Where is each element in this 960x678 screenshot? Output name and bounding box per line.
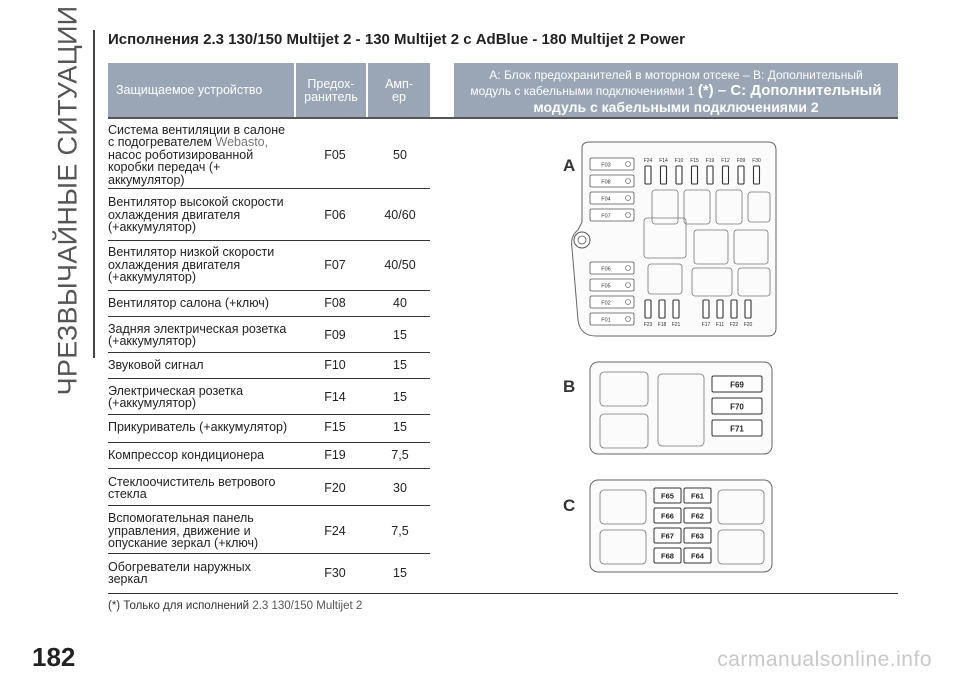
fuse-label: F69: [730, 380, 744, 390]
header-fuse: [296, 63, 366, 118]
row-fuse: F09: [324, 327, 346, 342]
fuse-label: F04: [601, 196, 611, 203]
fuse-label: F66: [661, 511, 674, 521]
table-row: [108, 122, 430, 187]
row-separator: [108, 553, 430, 554]
footnote: [108, 600, 362, 612]
row-fuse: F24: [324, 523, 346, 538]
fuse-slot: [645, 300, 651, 318]
fuse-label: F20: [743, 322, 753, 328]
table-row: [108, 358, 430, 372]
fuse-f68: [654, 548, 681, 563]
row-device-text: Вентилятор низкой скорости охлаждения двигателя (+аккумулятор): [108, 245, 275, 285]
row-amp: 15: [393, 389, 407, 404]
table-row: [108, 246, 430, 284]
table-row: [108, 420, 430, 434]
row-amp: 15: [393, 327, 407, 342]
fuse-label: F11: [715, 322, 725, 328]
fuse-label: F65: [661, 491, 674, 501]
header-location-line2a: модуль с кабельными подключениями 1: [470, 83, 695, 98]
fuse-f70: [712, 398, 762, 414]
header-amp: [368, 63, 430, 118]
fuse-label: F12: [721, 158, 730, 164]
fuse-f63: [684, 528, 711, 543]
row-separator: [108, 468, 430, 469]
fuse-f61: [684, 488, 711, 503]
row-fuse: F05: [324, 147, 346, 162]
diagram-c-label: C: [563, 496, 576, 515]
diagram-c-fuse-box: [588, 478, 774, 574]
row-fuse: F06: [324, 207, 346, 222]
fuse-label: F67: [661, 531, 674, 541]
fuse-f66: [654, 508, 681, 523]
row-amp: 40/60: [384, 207, 416, 222]
row-fuse: F08: [324, 295, 346, 310]
row-fuse: F19: [324, 447, 346, 462]
footnote-prefix: (*) Только для исполнений: [108, 600, 250, 612]
footnote-rule: [108, 593, 898, 594]
row-device-text: Компрессор кондиционера: [108, 447, 265, 462]
fuse-f71: [712, 420, 762, 436]
watermark: carmanualsonline.info: [717, 648, 932, 671]
chapter-rule: [93, 30, 95, 358]
table-row: [108, 196, 430, 234]
row-device-text: Задняя электрическая розетка (+аккумулятор): [108, 321, 287, 348]
fuse-label: F70: [730, 402, 744, 412]
row-amp: 7,5: [391, 447, 409, 462]
row-device-text: Обогреватели наружных зеркал: [108, 559, 251, 586]
row-separator: [108, 290, 430, 291]
header-location: [454, 63, 898, 118]
fuse-f62: [684, 508, 711, 523]
chapter-title-text: ЧРЕЗВЫЧАЙНЫЕ СИТУАЦИИ: [52, 5, 83, 395]
row-separator: [108, 188, 430, 189]
fuse-label: F19: [705, 158, 715, 164]
header-fuse-text: Предох- ранитель: [304, 76, 358, 104]
row-device-tail: насос роботизированной коробки передач (+ аккумулятор): [108, 147, 254, 187]
fuse-label: F63: [691, 531, 704, 541]
row-separator: [108, 414, 430, 415]
row-device-text: Вентилятор салона (+ключ): [108, 295, 269, 310]
fuse-slot: [676, 166, 682, 184]
table-row: [108, 296, 430, 310]
row-fuse: F10: [324, 357, 346, 372]
fuse-label: F10: [674, 158, 684, 164]
row-device-text: Система вентиляции в салоне с подогревателем: [108, 122, 286, 150]
diagram-b-fuse-box: [588, 360, 774, 456]
fuse-slot: [738, 166, 744, 184]
row-fuse: F15: [324, 419, 346, 434]
row-device: [108, 421, 300, 434]
header-location-line1: A: Блок предохранителей в моторном отсеке – B: Дополнительный: [489, 67, 863, 82]
page-number: 182: [32, 642, 76, 672]
header-device-text: Защищаемое устройство: [116, 83, 263, 97]
fuse-label: F71: [730, 424, 744, 434]
table-row: [108, 512, 430, 550]
fuse-f01: [590, 313, 634, 325]
row-separator: [108, 442, 430, 443]
fuse-f64: [684, 548, 711, 563]
row-device-text: Вспомогательная панель управления, движение и опускание зеркал (+ключ): [108, 511, 259, 551]
fuse-slot: [661, 166, 667, 184]
header-rule: [108, 117, 898, 119]
row-separator: [108, 316, 430, 317]
fuse-f05: [590, 279, 634, 291]
table-row: [108, 475, 430, 501]
fuse-label: F17: [701, 322, 711, 328]
row-device: [108, 476, 300, 501]
row-device: [108, 449, 300, 462]
fuse-slot: [723, 166, 729, 184]
fuse-slot: [731, 300, 737, 318]
section-heading: Исполнения 2.3 130/150 Multijet 2 - 130 Multijet 2 с AdBlue - 180 Multijet 2 Power: [108, 31, 685, 48]
row-device: [108, 246, 300, 284]
fuse-f07: [590, 209, 634, 221]
row-amp: 40: [393, 295, 407, 310]
row-device: [108, 196, 300, 234]
row-device: [108, 385, 300, 410]
row-fuse: F30: [324, 565, 346, 580]
fuse-label: F68: [661, 551, 674, 561]
row-device: [108, 124, 300, 187]
fuse-label: F02: [601, 300, 611, 307]
fuse-f69: [712, 376, 762, 392]
fuse-label: F09: [736, 158, 746, 164]
fuse-f03: [590, 158, 634, 170]
row-device-brand: Webasto,: [215, 135, 269, 150]
row-device-text: Вентилятор высокой скорости охлаждения двигателя (+аккумулятор): [108, 195, 284, 235]
fuse-label: F18: [657, 322, 667, 328]
fuse-slot: [754, 166, 760, 184]
row-device: [108, 297, 300, 310]
row-fuse: F14: [324, 389, 346, 404]
row-device-text: Электрическая розетка (+аккумулятор): [108, 383, 244, 410]
fuse-label: F62: [691, 511, 704, 521]
row-separator: [108, 378, 430, 379]
fuse-label: F64: [691, 551, 704, 561]
row-device: [108, 359, 300, 372]
fuse-label: F03: [601, 162, 611, 169]
row-amp: 15: [393, 565, 407, 580]
fuse-f06: [590, 262, 634, 274]
fuse-label: F15: [690, 158, 699, 164]
table-row: [108, 560, 430, 586]
fuse-f02: [590, 296, 634, 308]
row-amp: 15: [393, 357, 407, 372]
diagram-b-label: B: [563, 377, 576, 396]
fuse-slot: [703, 300, 709, 318]
header-location-line3: модуль с кабельными подключениями 2: [533, 98, 819, 115]
row-device: [108, 561, 300, 586]
fuse-slot: [645, 166, 651, 184]
row-device-text: Стеклоочиститель ветрового стекла: [108, 474, 276, 501]
header-device: [108, 63, 294, 118]
fuse-label: F21: [671, 322, 681, 328]
fuse-slot: [692, 166, 698, 184]
fuse-slot: [707, 166, 713, 184]
fuse-label: F23: [643, 322, 653, 328]
row-amp: 40/50: [384, 257, 416, 272]
diagram-a-label: A: [563, 156, 576, 175]
row-separator: [108, 505, 430, 506]
fuse-slot: [745, 300, 751, 318]
row-device: [108, 512, 300, 550]
table-row: [108, 384, 430, 410]
fuse-label: F30: [752, 158, 761, 164]
chapter-title: [48, 5, 88, 395]
row-fuse: F07: [324, 257, 346, 272]
row-amp: 15: [393, 419, 407, 434]
row-separator: [108, 240, 430, 241]
row-separator: [108, 352, 430, 353]
row-device-text: Прикуриватель (+аккумулятор): [108, 419, 288, 434]
fuse-f67: [654, 528, 681, 543]
fuse-label: F01: [601, 317, 611, 324]
row-amp: 50: [393, 147, 407, 162]
header-location-line2b: (*) – C: Дополнительный: [697, 81, 882, 99]
fuse-label: F05: [601, 283, 611, 290]
fuse-slot: [673, 300, 679, 318]
row-amp: 30: [393, 480, 407, 495]
row-device-text: Звуковой сигнал: [108, 357, 204, 372]
fuse-f65: [654, 488, 681, 503]
fuse-label: F14: [659, 158, 668, 164]
fuse-label: F22: [729, 322, 739, 328]
fuse-f04: [590, 192, 634, 204]
table-row: [108, 322, 430, 348]
header-location-line2: [470, 83, 881, 99]
fuse-slot: [717, 300, 723, 318]
header-amp-text: Амп- ер: [385, 76, 413, 104]
fuse-label: F07: [601, 213, 611, 220]
diagram-a-fuse-box: [568, 140, 780, 340]
fuse-f08: [590, 175, 634, 187]
fuse-label: F08: [601, 179, 611, 186]
table-row: [108, 448, 430, 462]
fuse-slot: [659, 300, 665, 318]
fuse-label: F06: [601, 266, 611, 273]
row-device: [108, 323, 300, 348]
row-fuse: F20: [324, 480, 346, 495]
row-amp: 7,5: [391, 523, 409, 538]
fuse-label: F61: [691, 491, 704, 501]
fuse-label: F24: [643, 158, 653, 164]
footnote-suffix: 2.3 130/150 Multijet 2: [252, 600, 363, 612]
